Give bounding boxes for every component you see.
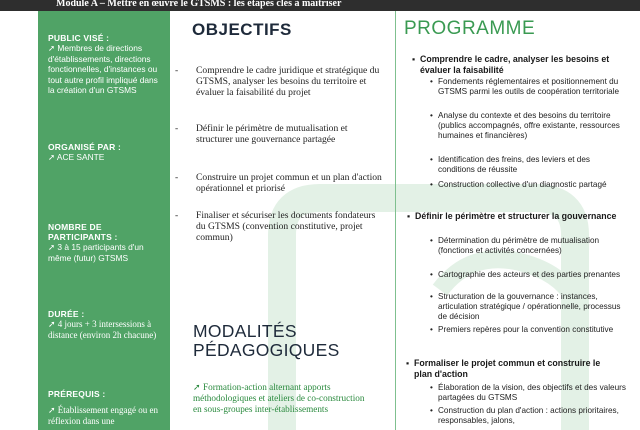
module-title: Module A – Mettre en œuvre le GTSMS : les étapes clés à maîtriser xyxy=(56,0,342,9)
modalites-heading-line2: PÉDAGOGIQUES xyxy=(193,339,340,360)
programme-item: • Élaboration de la vision, des objectifs et des valeurs partagées du GTSMS xyxy=(430,383,626,403)
public-block xyxy=(48,33,166,96)
organise-text: ➚ ACE SANTE xyxy=(48,152,105,162)
public-title: PUBLIC VISÉ : xyxy=(48,33,110,43)
programme-section-title: ▪ Définir le périmètre et structurer la gouvernance xyxy=(407,211,617,221)
objectif-text: Définir le périmètre de mutualisation et structurer une gouvernance partagée xyxy=(196,123,348,145)
objectif-text: Construire un projet commun et un plan d'action opérationnel et priorisé xyxy=(196,172,382,194)
programme-item: • Fondements réglementaires et positionnement du GTSMS parmi les outils de coopération territoriale xyxy=(430,77,620,97)
programme-item: • Cartographie des acteurs et des parties prenantes xyxy=(430,270,621,279)
programme-section-title: ▪ Formaliser le projet commun et construire le plan d'action xyxy=(406,358,601,379)
objectifs-heading: OBJECTIFS xyxy=(192,20,292,39)
nombre-text: ➚ 3 à 15 participants d'un même (futur) GTSMS xyxy=(48,242,144,263)
prerequis-block xyxy=(48,389,166,426)
programme-item: • Construction du plan d'action : actions prioritaires, responsables, jalons, xyxy=(430,406,619,426)
programme-item: • Identification des freins, des leviers et des conditions de réussite xyxy=(430,155,591,175)
duree-text: ➚ 4 jours + 3 intersessions à distance (environ 2h chacune) xyxy=(48,319,157,340)
duree-title: DURÉE : xyxy=(48,309,85,319)
nombre-title: NOMBRE DE PARTICIPANTS : xyxy=(48,222,118,242)
modalites-text: ➚ Formation-action alternant apports méthodologiques et ateliers de co-construction en sous-groupes inter-établissements xyxy=(193,382,365,414)
prerequis-title: PRÉREQUIS : xyxy=(48,389,106,399)
organise-title: ORGANISÉ PAR : xyxy=(48,142,122,152)
objectif-text: Comprendre le cadre juridique et stratégique du GTSMS, analyser les besoins du territoire et évaluer la faisabilité du projet xyxy=(196,65,380,98)
programme-item: • Premiers repères pour la convention constitutive xyxy=(430,325,614,334)
objectif-text: Finaliser et sécuriser les documents fondateurs du GTSMS (convention constitutive, projet commun) xyxy=(196,210,376,243)
column-divider xyxy=(395,11,396,430)
programme-heading: PROGRAMME xyxy=(404,18,536,39)
nombre-block xyxy=(48,222,166,263)
prerequis-text: ➚ Établissement engagé ou en réflexion dans une xyxy=(48,405,159,426)
duree-block xyxy=(48,309,166,340)
modalites-heading-line1: MODALITÉS xyxy=(193,321,297,341)
programme-item: • Structuration de la gouvernance : instances, articulation stratégique / opérationnelle, processus de décision xyxy=(430,292,621,322)
organise-block xyxy=(48,142,166,163)
modalites-heading xyxy=(193,322,340,359)
info-sidebar xyxy=(38,11,170,430)
programme-section-title: ▪ Comprendre le cadre, analyser les besoins et évaluer la faisabilité xyxy=(412,54,610,75)
public-text: ➚ Membres de directions d'établissements, directions fonctionnelles, d'instances ou tout autre profil impliqué dans la création d'un GTSMS xyxy=(48,43,158,96)
programme-item: • Détermination du périmètre de mutualisation (fonctions et activités concernées) xyxy=(430,236,600,256)
programme-item: • Analyse du contexte et des besoins du territoire (publics accompagnés, offre existante, ressources humaines et financières) xyxy=(430,111,620,141)
programme-item: • Construction collective d'un diagnostic partagé xyxy=(430,180,607,189)
